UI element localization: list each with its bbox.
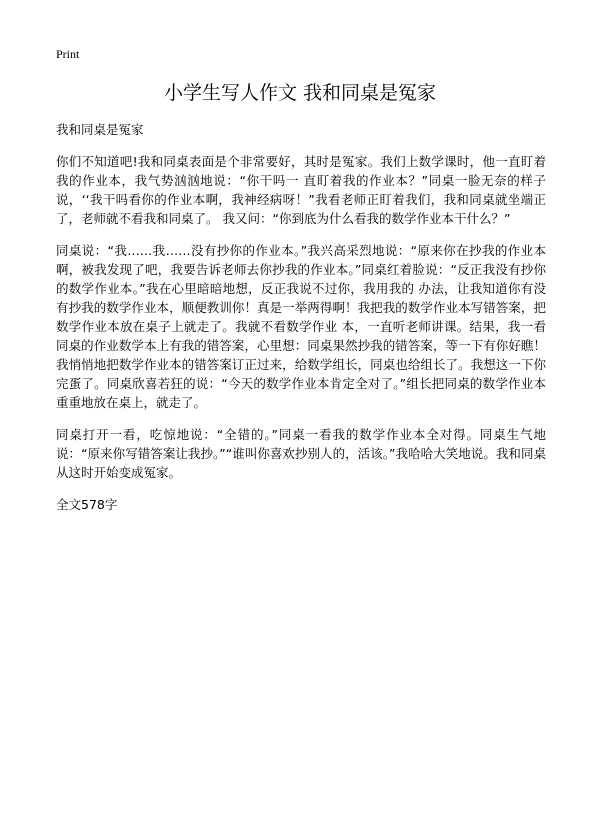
article-body: [56, 120, 546, 527]
paragraph-3: 同桌打开一看，吃惊地说：“全错的。”同桌一看我的数学作业本全对得。同桌生气地说：“原来你写错答案让我抄。”“谁叫你喜欢抄别人的，活该。”我哈哈大笑地说。我和同桌从这时开始变成冤家。: [56, 427, 546, 480]
word-count: 全文578字: [56, 497, 118, 512]
document-title: 小学生写人作文 我和同桌是冤家: [163, 82, 437, 104]
paragraph-1: 你们不知道吧!我和同桌表面是个非常要好，其时是冤家。我们上数学课时，他一直盯着我的作业本，我气势汹汹地说：“你干吗一 直盯着我的作业本？”同桌一脸无奈的样子说，‘‘我干吗看你的作业本啊，我神经病呀！”我看老师正盯着我们，我和同桌就坐端正了，老师就不看我和同桌了。 我又问：“你到底为什么看我的数学作业本干什么？”: [56, 154, 546, 226]
paragraph-2: 同桌说：“我……我……没有抄你的作业本。”我兴高采烈地说：“原来你在抄我的作业本啊，被我发现了吧，我要告诉老师去你抄我的作业本。”同桌红着脸说：“反正我没有抄你的数学作业本。”我在心里暗暗地想，反正我说不过你，我用我的 办法，让我知道你有没有抄我的数学作业本，顺便教训你！真是一举两得啊！我把我的数学作业本写错答案，把数学作业本放在桌子上就走了。我就不看数学作业 本，一直听老师讲课。结果，我一看同桌的作业数学本上有我的错答案，心里想：同桌果然抄我的错答案，等一下有你好瞧！我悄悄地把数学作业本的错答案订正过来，给数学组长，同桌也给组长了。我想这一下你完蛋了。同桌欣喜若狂的说：“今天的数学作业本肯定全对了。”组长把同桌的数学作业本重重地放在桌上，就走了。: [56, 243, 546, 410]
print-label: Print: [56, 47, 80, 61]
article-subtitle: 我和同桌是冤家: [56, 122, 144, 137]
